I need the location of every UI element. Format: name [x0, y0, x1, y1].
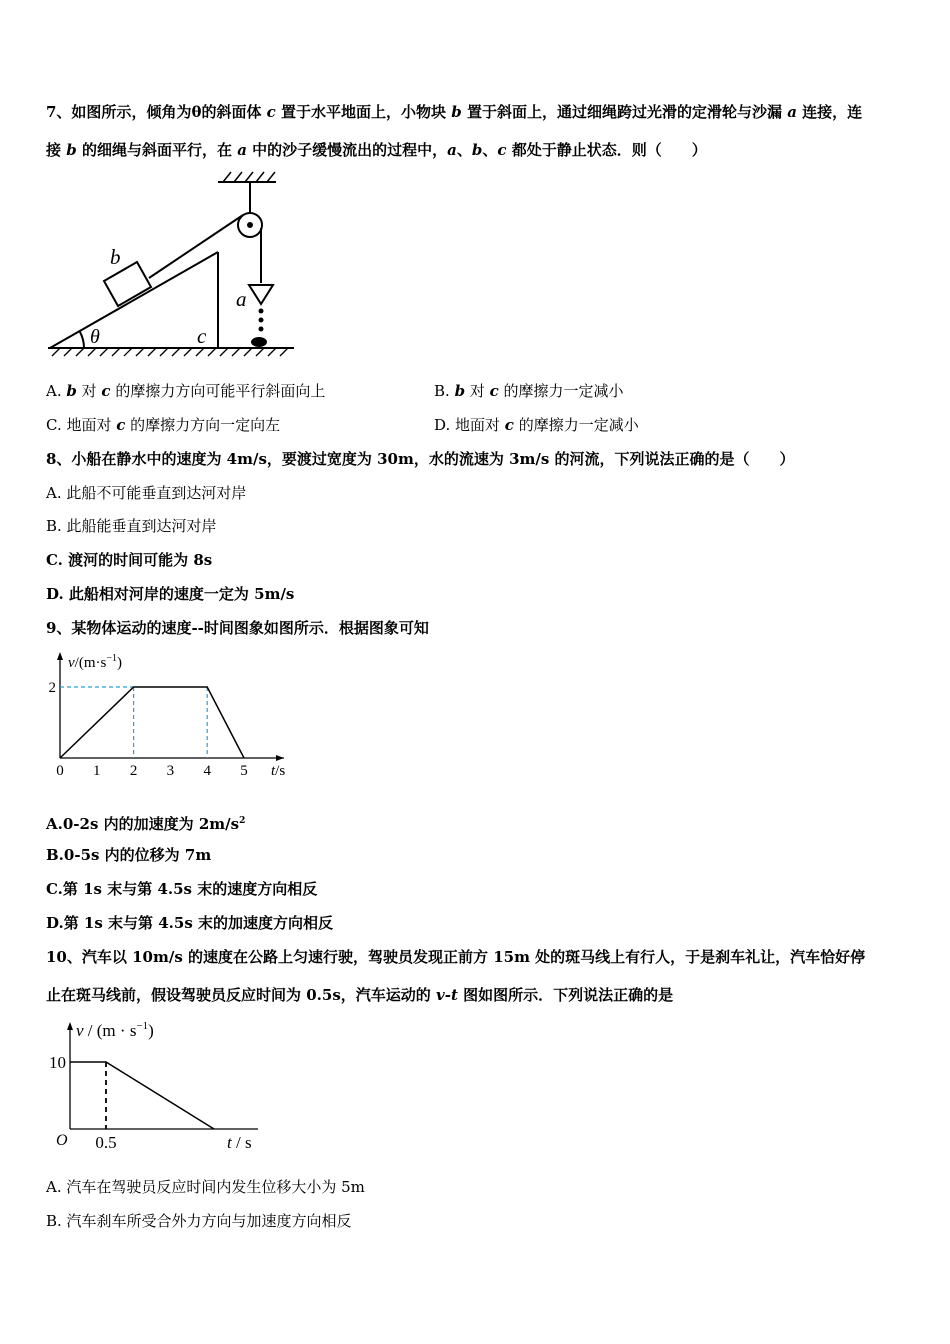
x-axis-label: t / s [227, 1133, 252, 1152]
q9-stem: 9、某物体运动的速度--时间图象如图所示．根据图象可知 [46, 619, 429, 637]
pulley-axle [248, 223, 252, 227]
var-c: c [489, 382, 499, 400]
text-run: 都处于静止状态．则（ ） [506, 141, 707, 159]
var-c: c [266, 103, 276, 121]
text-run: 的摩擦力方向一定向左 [125, 416, 281, 434]
var-a: a [447, 141, 457, 159]
text-run: 连接，连 [796, 103, 863, 121]
q8-option-a[interactable]: A. 此船不可能垂直到达河对岸 [46, 484, 247, 502]
label-theta: θ [90, 326, 100, 348]
y-axis-arrow [57, 652, 63, 660]
x-tick-label: 5 [240, 763, 248, 779]
y-tick-label: 2 [48, 680, 56, 696]
velocity-series-line [70, 1062, 214, 1129]
text-run: 置于水平地面上，小物块 [275, 103, 452, 121]
var-vt: v-t [436, 986, 458, 1004]
q9-vt-chart [40, 646, 300, 786]
q9-option-c[interactable]: C.第 1s 末与第 4.5s 末的速度方向相反 [46, 880, 318, 898]
var-b: b [66, 141, 77, 159]
q7-figure [40, 168, 310, 363]
q8-option-c[interactable]: C. 渡河的时间可能为 8s [46, 551, 213, 569]
var-b: b [66, 382, 77, 400]
q10-stem-line1: 10、汽车以 10m/s 的速度在公路上匀速行驶，驾驶员发现正前方 15m 处的斑马线上有行人，于是刹车礼让，汽车恰好停 [46, 948, 866, 966]
q7-option-c[interactable] [46, 415, 280, 435]
q7-stem-line1 [46, 102, 862, 122]
text-run: 止在斑马线前，假设驾驶员反应时间为 0.5s，汽车运动的 [46, 986, 436, 1004]
text-run: 、 [456, 141, 472, 159]
var-c: c [101, 382, 111, 400]
q9-option-b[interactable]: B.0-5s 内的位移为 7m [46, 846, 212, 864]
y-axis-arrow [67, 1022, 73, 1030]
text-run: 对 [465, 382, 490, 400]
text-run: 的摩擦力一定减小 [498, 382, 624, 400]
q7-option-d[interactable] [434, 415, 639, 435]
q8-stem: 8、小船在静水中的速度为 4m/s，要渡过宽度为 30m，水的流速为 3m/s 的河流，下列说法正确的是（ ） [46, 450, 795, 468]
var-c: c [504, 416, 514, 434]
angle-arc [80, 332, 84, 348]
q7-option-b[interactable] [434, 381, 624, 401]
y-axis-label: $v/(m\cdot s^{-1})$ [68, 653, 122, 671]
x-tick-label: 0 [56, 763, 64, 779]
rope-incline [149, 215, 243, 278]
text-run: 接 [46, 141, 67, 159]
option-label: D. 地面对 [434, 416, 505, 434]
q10-stem-line2 [46, 985, 673, 1005]
sand-drops [251, 309, 267, 348]
var-b: b [471, 141, 483, 159]
var-a: a [237, 141, 247, 159]
var-c: c [497, 141, 507, 159]
text-run: 的摩擦力一定减小 [513, 416, 639, 434]
text-run: A.0-2s 内的加速度为 2m/s [46, 815, 240, 833]
q7-stem-line2 [46, 140, 707, 160]
var-b: b [454, 382, 466, 400]
ceiling-hatch [223, 172, 275, 182]
origin-label: O [56, 1132, 68, 1149]
q8-option-d[interactable]: D. 此船相对河岸的速度一定为 5m/s [46, 585, 295, 603]
velocity-series-line [60, 687, 244, 758]
ground-hatch [52, 348, 288, 356]
sand-funnel [249, 285, 273, 304]
option-label: B. [434, 382, 455, 400]
q8-option-b[interactable]: B. 此船能垂直到达河对岸 [46, 517, 217, 535]
label-c: c [197, 324, 207, 348]
text-run: 的摩擦力方向可能平行斜面向上 [110, 382, 326, 400]
text-run: 中的沙子缓慢流出的过程中， [246, 141, 448, 159]
x-tick-label: 3 [166, 763, 175, 779]
x-axis-arrow [276, 755, 284, 761]
x-tick-label: 0.5 [95, 1133, 117, 1152]
text-run: 、 [482, 141, 498, 159]
option-label: A. [46, 382, 67, 400]
var-c: c [116, 416, 126, 434]
x-axis-label: t/s [271, 763, 286, 779]
y-tick-label: 10 [49, 1053, 66, 1072]
x-tick-label: 2 [129, 763, 138, 779]
label-b: b [110, 245, 121, 269]
option-label: C. 地面对 [46, 416, 117, 434]
text-run: 置于斜面上，通过细绳跨过光滑的定滑轮与沙漏 [461, 103, 788, 121]
q7-option-a[interactable] [46, 381, 325, 401]
text-run: 的细绳与斜面平行，在 [76, 141, 238, 159]
q10-vt-chart [40, 1012, 270, 1162]
text-run: 7、如图所示，倾角为θ的斜面体 [46, 103, 267, 121]
text-run: 对 [76, 382, 102, 400]
text-run: 图如图所示．下列说法正确的是 [457, 986, 674, 1004]
superscript: 2 [239, 816, 246, 826]
label-a: a [236, 287, 247, 311]
q10-option-a[interactable]: A. 汽车在驾驶员反应时间内发生位移大小为 5m [46, 1178, 365, 1196]
var-b: b [451, 103, 462, 121]
x-tick-label: 1 [93, 763, 101, 779]
q9-option-d[interactable]: D.第 1s 末与第 4.5s 末的加速度方向相反 [46, 914, 334, 932]
var-a: a [787, 103, 797, 121]
q9-option-a[interactable] [46, 811, 245, 834]
x-tick-label: 4 [203, 763, 211, 779]
q10-option-b[interactable]: B. 汽车刹车所受合外力方向与加速度方向相反 [46, 1212, 352, 1230]
y-axis-label: $v / (m \cdot s^{-1})$ [76, 1020, 154, 1040]
